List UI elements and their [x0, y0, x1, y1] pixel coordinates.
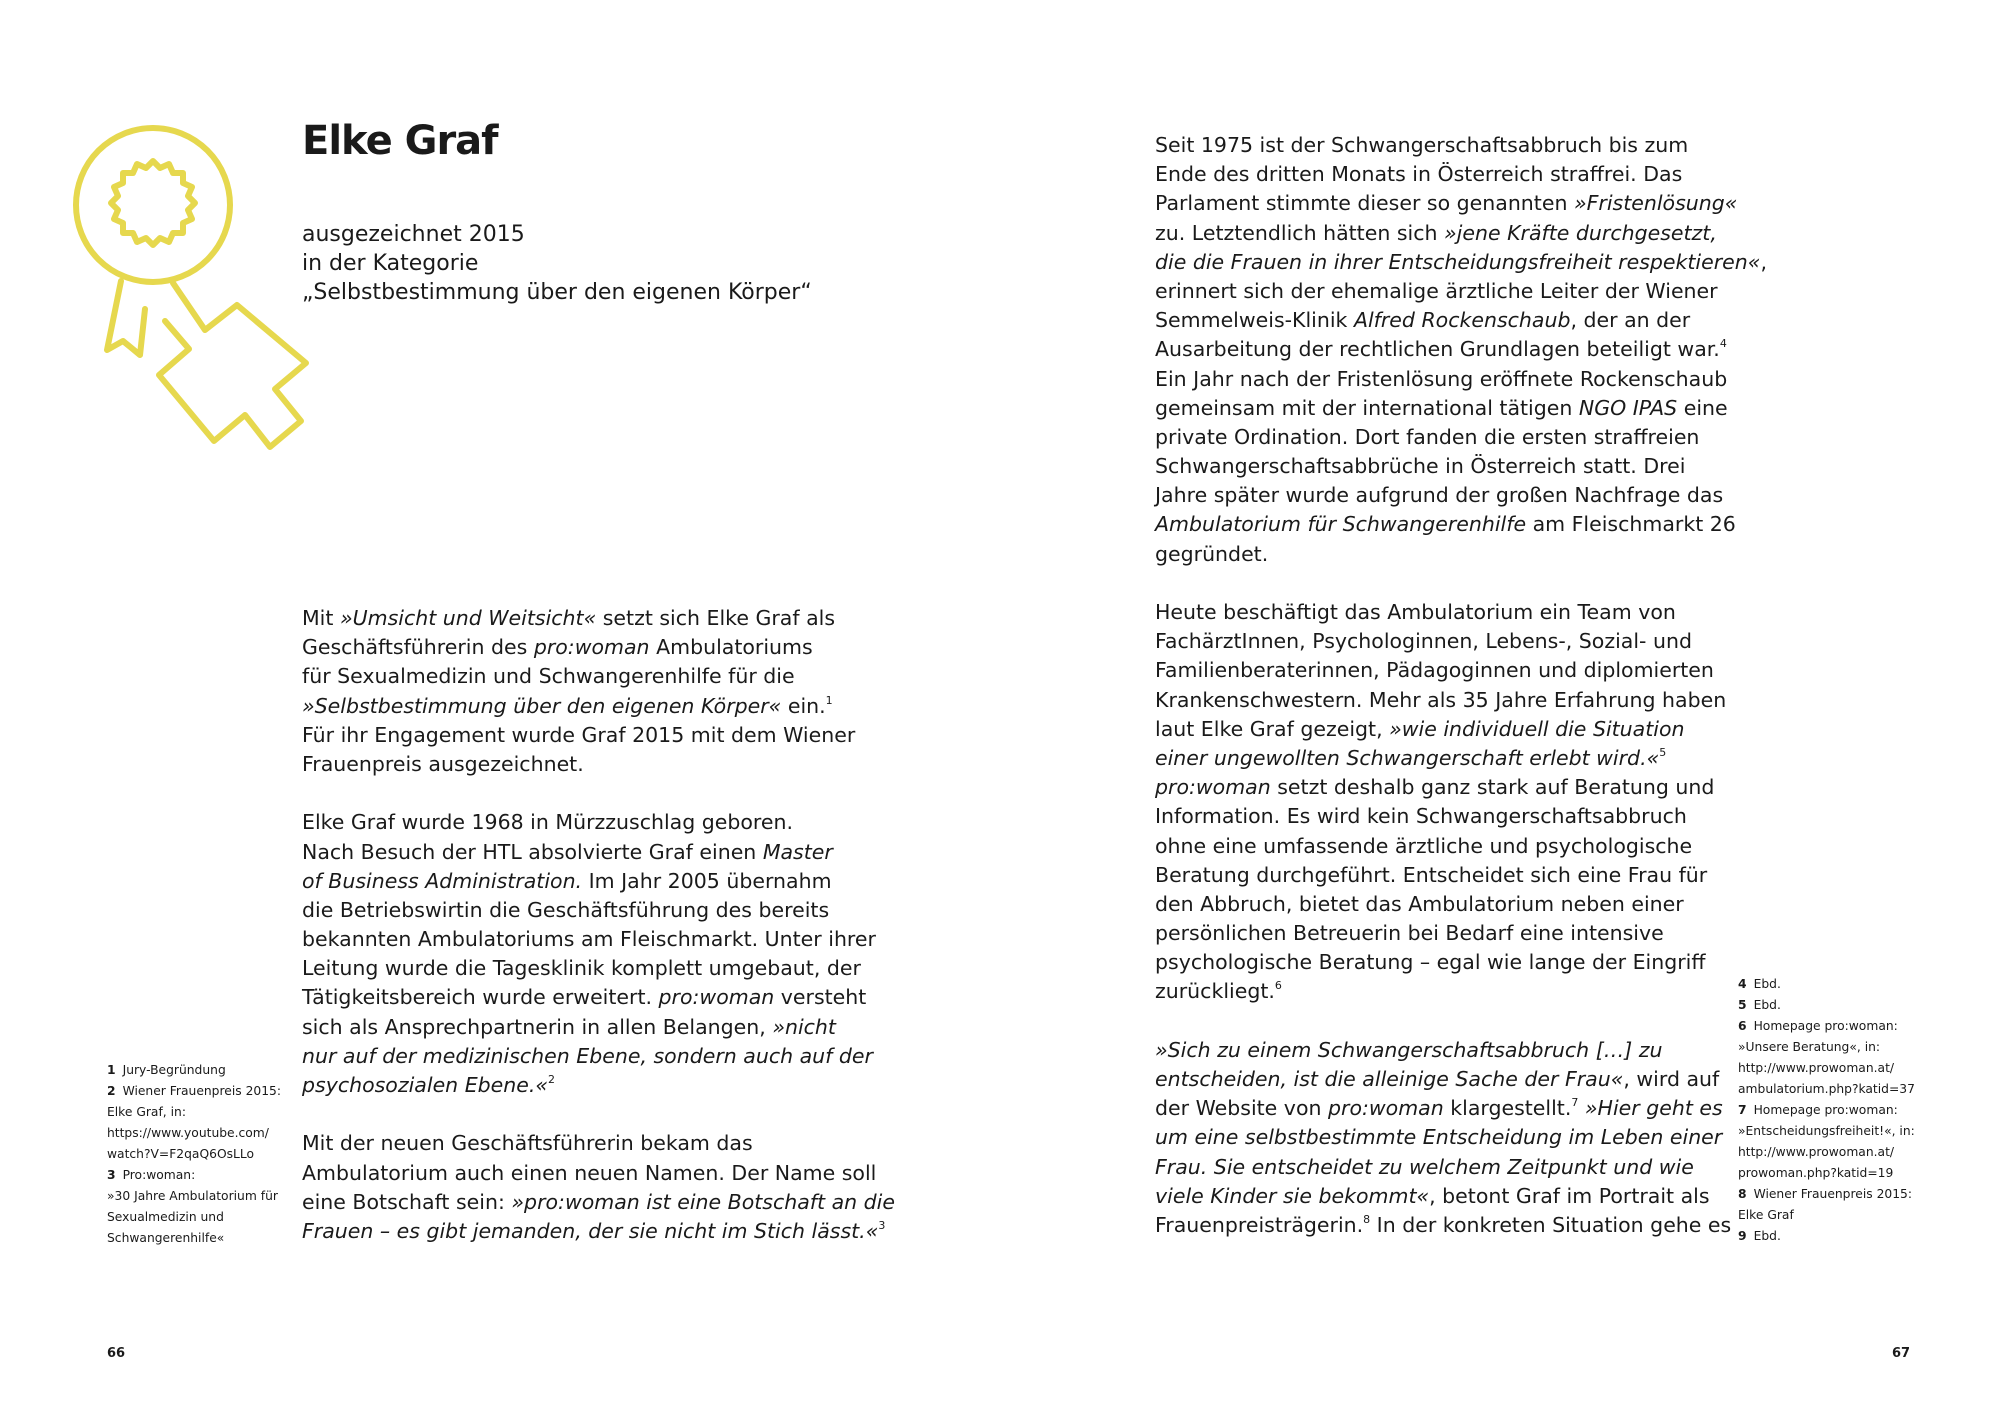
- text-line: Ambulatorium auch einen neuen Namen. Der Name soll: [302, 1160, 877, 1185]
- page-number-left: 66: [107, 1346, 126, 1361]
- text-line: der Website von pro:woman klargestellt.$^7$ »Hier geht es: [1155, 1096, 1723, 1121]
- footnote-ref: 7: [1571, 1096, 1579, 1110]
- left-paragraph-2: [302, 808, 895, 1100]
- text-line: laut Elke Graf gezeigt, »wie individuell die Situation: [1155, 716, 1685, 741]
- text-line: ohne eine umfassende ärztliche und psychologische: [1155, 833, 1693, 858]
- text-line: eine Botschaft sein: »pro:woman ist eine Botschaft an die: [302, 1189, 895, 1214]
- text-line: »Selbstbestimmung über den eigenen Körper« ein.$^1$: [302, 693, 833, 718]
- right-paragraph-1: [1155, 131, 1767, 569]
- footnote-line: https://www.youtube.com/: [107, 1126, 269, 1140]
- text-line: Tätigkeitsbereich wurde erweitert. pro:woman versteht: [302, 985, 867, 1010]
- text-line: Ende des dritten Monats in Österreich straffrei. Das: [1155, 162, 1683, 187]
- text-line: Schwangerschaftsabbrüche in Österreich statt. Drei: [1155, 454, 1686, 479]
- text-line: bekannten Ambulatoriums am Fleischmarkt. Unter ihrer: [302, 927, 876, 952]
- footnote-line: prowoman.php?katid=19: [1738, 1166, 1894, 1180]
- text-line: private Ordination. Dort fanden die ersten straffreien: [1155, 424, 1700, 449]
- text-line: sich als Ansprechpartnerin in allen Belangen, »nicht: [302, 1014, 836, 1039]
- subtitle-line: ausgezeichnet 2015: [302, 222, 525, 247]
- text-line: Geschäftsführerin des pro:woman Ambulatoriums: [302, 635, 813, 660]
- footnote-line: http://www.prowoman.at/: [1738, 1145, 1895, 1159]
- right-paragraph-3: [1155, 1036, 1767, 1240]
- footnote-line: »Unsere Beratung«, in:: [1738, 1040, 1881, 1054]
- text-line: Frauen – es gibt jemanden, der sie nicht im Stich lässt.«$^3$: [302, 1218, 886, 1243]
- text-line: Frau. Sie entscheidet zu welchem Zeitpunkt und wie: [1155, 1154, 1694, 1179]
- page-title: Elke Graf: [302, 118, 498, 164]
- footnote-line: Schwangerenhilfe«: [107, 1231, 225, 1245]
- text-line: gemeinsam mit der international tätigen NGO IPAS eine: [1155, 395, 1728, 420]
- footnote: 9 Ebd.: [1738, 1229, 1781, 1243]
- text-line: psychosozialen Ebene.«$^2$: [302, 1073, 556, 1097]
- subtitle-line: „Selbstbestimmung über den eigenen Körper“: [302, 280, 812, 305]
- footnotes-right: [1738, 974, 1915, 1247]
- right-paragraph-2: [1155, 598, 1767, 1007]
- text-line: zu. Letztendlich hätten sich »jene Kräfte durchgesetzt,: [1155, 220, 1717, 245]
- footnote-line: watch?V=F2qaQ6OsLLo: [107, 1147, 255, 1161]
- footnote-line: »Entscheidungsfreiheit!«, in:: [1738, 1124, 1915, 1138]
- footnote: 1 Jury-Begründung: [107, 1063, 226, 1077]
- left-paragraph-1: [302, 604, 895, 779]
- footnote-ref: 3: [878, 1218, 886, 1232]
- footnote: 5 Ebd.: [1738, 998, 1781, 1012]
- text-line: erinnert sich der ehemalige ärztliche Leiter der Wiener: [1155, 278, 1718, 303]
- text-line: Für ihr Engagement wurde Graf 2015 mit dem Wiener: [302, 722, 856, 747]
- text-line: Jahre später wurde aufgrund der großen Nachfrage das: [1155, 483, 1724, 508]
- text-line: nur auf der medizinischen Ebene, sondern auch auf der: [302, 1043, 873, 1068]
- footnote: 6 Homepage pro:woman:: [1738, 1019, 1898, 1033]
- footnote-ref: 8: [1363, 1212, 1371, 1226]
- text-line: psychologische Beratung – egal wie lange der Eingriff: [1155, 950, 1706, 975]
- text-line: »Sich zu einem Schwangerschaftsabbruch […] zu: [1155, 1037, 1663, 1062]
- text-line: Seit 1975 ist der Schwangerschaftsabbruch bis zum: [1155, 133, 1689, 157]
- text-line: Leitung wurde die Tagesklinik komplett umgebaut, der: [302, 956, 861, 981]
- text-line: Ein Jahr nach der Fristenlösung eröffnete Rockenschaub: [1155, 366, 1728, 391]
- left-paragraph-3: [302, 1129, 895, 1246]
- text-line: Parlament stimmte dieser so genannten »Fristenlösung«: [1155, 191, 1738, 216]
- right-column: [1155, 131, 1767, 1269]
- text-line: einer ungewollten Schwangerschaft erlebt wird.«$^5$: [1155, 745, 1667, 770]
- footnote-ref: 2: [548, 1073, 556, 1086]
- footnote-line: Sexualmedizin und: [107, 1210, 224, 1224]
- text-line: Information. Es wird kein Schwangerschaftsabbruch: [1155, 804, 1687, 829]
- venus-rosette-icon-svg: [55, 125, 315, 465]
- footnote: 4 Ebd.: [1738, 977, 1781, 991]
- footnote: 7 Homepage pro:woman:: [1738, 1103, 1898, 1117]
- text-line: Nach Besuch der HTL absolvierte Graf einen Master: [302, 839, 833, 864]
- text-line: Beratung durchgeführt. Entscheidet sich eine Frau für: [1155, 862, 1708, 887]
- text-line: persönlichen Betreuerin bei Bedarf eine intensive: [1155, 921, 1664, 946]
- footnote-line: »30 Jahre Ambulatorium für: [107, 1189, 278, 1203]
- text-line: Ausarbeitung der rechtlichen Grundlagen beteiligt war.$^4$: [1155, 337, 1727, 362]
- footnotes-left: [107, 1060, 281, 1249]
- footnote-ref: 6: [1274, 979, 1282, 993]
- text-line: Semmelweis-Klinik Alfred Rockenschaub, der an der: [1155, 308, 1691, 333]
- footnote-line: http://www.prowoman.at/: [1738, 1061, 1895, 1075]
- text-line: für Sexualmedizin und Schwangerenhilfe für die: [302, 664, 795, 689]
- venus-rosette-icon: [55, 125, 315, 465]
- left-column: [302, 604, 895, 1275]
- text-line: gegründet.: [1155, 541, 1269, 566]
- text-line: Frauenpreisträgerin.$^8$ In der konkreten Situation gehe es: [1155, 1212, 1732, 1237]
- text-line: die Betriebswirtin die Geschäftsführung des bereits: [302, 897, 830, 922]
- text-line: Mit der neuen Geschäftsführerin bekam das: [302, 1131, 753, 1156]
- text-line: of Business Administration. Im Jahr 2005 übernahm: [302, 868, 832, 893]
- text-line: Frauenpreis ausgezeichnet.: [302, 751, 584, 776]
- subtitle-line: in der Kategorie: [302, 251, 479, 276]
- footnote-line: ambulatorium.php?katid=37: [1738, 1082, 1915, 1096]
- page-number-right: 67: [1892, 1346, 1911, 1361]
- text-line: entscheiden, ist die alleinige Sache der Frau«, wird auf: [1155, 1067, 1720, 1091]
- footnote-ref: 5: [1659, 745, 1667, 759]
- award-subtitle: [302, 220, 812, 307]
- footnote: 8 Wiener Frauenpreis 2015:: [1738, 1187, 1913, 1201]
- text-line: Krankenschwestern. Mehr als 35 Jahre Erfahrung haben: [1155, 687, 1727, 712]
- text-line: Elke Graf wurde 1968 in Mürzzuschlag geboren.: [302, 810, 794, 835]
- footnote-line: Elke Graf, in:: [107, 1105, 186, 1119]
- footnote-ref: 1: [825, 693, 833, 707]
- footnote: 3 Pro:woman:: [107, 1168, 196, 1182]
- text-line: Heute beschäftigt das Ambulatorium ein Team von: [1155, 600, 1676, 624]
- text-line: Familienberaterinnen, Pädagoginnen und diplomierten: [1155, 658, 1714, 683]
- footnote: 2 Wiener Frauenpreis 2015:: [107, 1084, 282, 1098]
- text-line: Mit »Umsicht und Weitsicht« setzt sich Elke Graf als: [302, 606, 836, 630]
- text-line: pro:woman setzt deshalb ganz stark auf Beratung und: [1155, 775, 1715, 800]
- footnote-line: Elke Graf: [1738, 1208, 1794, 1222]
- text-line: um eine selbstbestimmte Entscheidung im Leben einer: [1155, 1125, 1723, 1150]
- text-line: viele Kinder sie bekommt«, betont Graf im Portrait als: [1155, 1183, 1710, 1208]
- footnote-ref: 4: [1719, 337, 1727, 351]
- text-line: FachärztInnen, Psychologinnen, Lebens-, Sozial- und: [1155, 629, 1692, 654]
- text-line: die die Frauen in ihrer Entscheidungsfreiheit respektieren«,: [1155, 249, 1767, 274]
- text-line: zurückliegt.$^6$: [1155, 979, 1282, 1004]
- text-line: Ambulatorium für Schwangerenhilfe am Fleischmarkt 26: [1155, 512, 1736, 537]
- text-line: den Abbruch, bietet das Ambulatorium neben einer: [1155, 891, 1684, 916]
